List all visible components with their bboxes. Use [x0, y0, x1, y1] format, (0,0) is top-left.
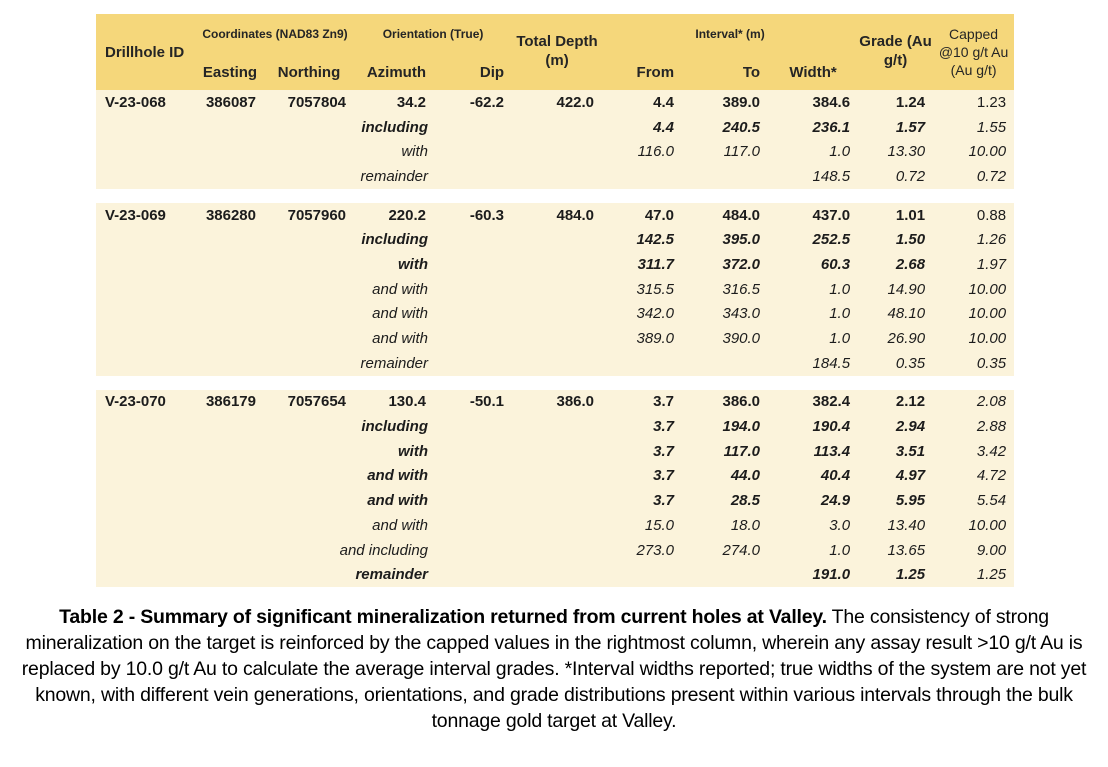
value-cell: 4.4: [602, 115, 682, 140]
value-cell: 3.7: [602, 414, 682, 439]
value-cell: [682, 351, 768, 376]
value-cell: -60.3: [434, 203, 512, 228]
value-cell: 1.0: [768, 277, 858, 302]
value-cell: [512, 164, 602, 189]
header-drillhole-id: Drillhole ID: [96, 14, 196, 90]
value-cell: [512, 227, 602, 252]
header-capped: Capped @10 g/t Au (Au g/t): [933, 14, 1014, 90]
value-cell: 1.24: [858, 90, 933, 115]
value-cell: [434, 326, 512, 351]
value-cell: 386179: [196, 390, 264, 415]
value-cell: 2.08: [933, 390, 1014, 415]
value-cell: [512, 538, 602, 563]
value-cell: 18.0: [682, 513, 768, 538]
table-row: [96, 538, 1014, 563]
header-grade: Grade (Au g/t): [858, 14, 933, 90]
value-cell: 7057960: [264, 203, 354, 228]
value-cell: [434, 164, 512, 189]
value-cell: [434, 139, 512, 164]
qualifier-cell: remainder: [96, 562, 434, 587]
value-cell: [512, 115, 602, 140]
drillhole-id-cell: V-23-068: [96, 90, 196, 115]
value-cell: [434, 488, 512, 513]
qualifier-cell: with: [96, 139, 434, 164]
value-cell: 13.40: [858, 513, 933, 538]
qualifier-cell: and with: [96, 513, 434, 538]
value-cell: 3.7: [602, 488, 682, 513]
value-cell: 142.5: [602, 227, 682, 252]
value-cell: [434, 538, 512, 563]
value-cell: 1.57: [858, 115, 933, 140]
value-cell: 236.1: [768, 115, 858, 140]
value-cell: 384.6: [768, 90, 858, 115]
qualifier-cell: and with: [96, 488, 434, 513]
value-cell: -50.1: [434, 390, 512, 415]
value-cell: 343.0: [682, 302, 768, 327]
value-cell: 382.4: [768, 390, 858, 415]
table-row: [96, 252, 1014, 277]
value-cell: [434, 464, 512, 489]
value-cell: 7057804: [264, 90, 354, 115]
spacer-row: [96, 376, 1014, 390]
value-cell: 0.72: [858, 164, 933, 189]
value-cell: 484.0: [512, 203, 602, 228]
header-from: From: [602, 54, 682, 90]
table-row: [96, 488, 1014, 513]
value-cell: 3.7: [602, 439, 682, 464]
value-cell: 5.95: [858, 488, 933, 513]
value-cell: -62.2: [434, 90, 512, 115]
qualifier-cell: including: [96, 414, 434, 439]
value-cell: [434, 277, 512, 302]
header-orientation-group: Orientation (True): [354, 14, 512, 54]
header-width: Width*: [768, 54, 858, 90]
value-cell: 316.5: [682, 277, 768, 302]
value-cell: [434, 414, 512, 439]
value-cell: 5.54: [933, 488, 1014, 513]
value-cell: 10.00: [933, 513, 1014, 538]
table-header: [96, 14, 1014, 90]
value-cell: 1.50: [858, 227, 933, 252]
value-cell: [512, 302, 602, 327]
value-cell: 386087: [196, 90, 264, 115]
qualifier-cell: including: [96, 115, 434, 140]
value-cell: 1.26: [933, 227, 1014, 252]
value-cell: 3.42: [933, 439, 1014, 464]
value-cell: 148.5: [768, 164, 858, 189]
value-cell: 13.30: [858, 139, 933, 164]
header-interval-group: Interval* (m): [602, 14, 858, 54]
value-cell: 0.72: [933, 164, 1014, 189]
value-cell: 1.25: [858, 562, 933, 587]
table-row: [96, 302, 1014, 327]
value-cell: 1.01: [858, 203, 933, 228]
table-row: [96, 203, 1014, 228]
table-row: [96, 139, 1014, 164]
value-cell: 2.94: [858, 414, 933, 439]
value-cell: [512, 488, 602, 513]
value-cell: 342.0: [602, 302, 682, 327]
qualifier-cell: remainder: [96, 164, 434, 189]
table-row: [96, 90, 1014, 115]
value-cell: 13.65: [858, 538, 933, 563]
value-cell: 10.00: [933, 277, 1014, 302]
header-to: To: [682, 54, 768, 90]
drillhole-id-cell: V-23-069: [96, 203, 196, 228]
value-cell: 60.3: [768, 252, 858, 277]
spacer-cell: [96, 376, 1014, 390]
value-cell: 184.5: [768, 351, 858, 376]
value-cell: 9.00: [933, 538, 1014, 563]
value-cell: 44.0: [682, 464, 768, 489]
value-cell: 47.0: [602, 203, 682, 228]
value-cell: 191.0: [768, 562, 858, 587]
value-cell: [682, 562, 768, 587]
value-cell: [512, 439, 602, 464]
value-cell: [512, 414, 602, 439]
value-cell: 26.90: [858, 326, 933, 351]
value-cell: 1.25: [933, 562, 1014, 587]
data-table: [96, 14, 1014, 587]
table-row: [96, 115, 1014, 140]
caption-body-text: The consistency of strong mineralization on the target is reinforced by the capped values in the rightmost column, wherein any assay result >10 g/t Au is replaced by 10.0 g/t Au to calculate the average interval grades. *Interval widths reported; true widths of the system are not yet known, with different vein generations, orientations, and grade distributions present within various intervals through the bulk tonnage gold target at Valley.: [21, 606, 1087, 732]
value-cell: [434, 513, 512, 538]
value-cell: 3.51: [858, 439, 933, 464]
value-cell: [512, 139, 602, 164]
value-cell: 1.0: [768, 326, 858, 351]
value-cell: 395.0: [682, 227, 768, 252]
value-cell: 437.0: [768, 203, 858, 228]
value-cell: 240.5: [682, 115, 768, 140]
value-cell: 1.0: [768, 538, 858, 563]
value-cell: 190.4: [768, 414, 858, 439]
value-cell: 10.00: [933, 302, 1014, 327]
qualifier-cell: with: [96, 439, 434, 464]
value-cell: 3.0: [768, 513, 858, 538]
value-cell: 10.00: [933, 139, 1014, 164]
value-cell: 311.7: [602, 252, 682, 277]
qualifier-cell: and with: [96, 302, 434, 327]
value-cell: 130.4: [354, 390, 434, 415]
qualifier-cell: and with: [96, 464, 434, 489]
value-cell: [434, 227, 512, 252]
table-row: [96, 390, 1014, 415]
value-cell: 372.0: [682, 252, 768, 277]
value-cell: 484.0: [682, 203, 768, 228]
value-cell: [602, 351, 682, 376]
value-cell: [512, 513, 602, 538]
qualifier-cell: and including: [96, 538, 434, 563]
value-cell: 0.88: [933, 203, 1014, 228]
value-cell: [434, 439, 512, 464]
value-cell: 117.0: [682, 139, 768, 164]
qualifier-cell: and with: [96, 326, 434, 351]
caption-title: Table 2 - Summary of significant mineralization returned from current holes at Valley.: [59, 606, 827, 628]
value-cell: 4.4: [602, 90, 682, 115]
value-cell: 274.0: [682, 538, 768, 563]
header-northing: Northing: [264, 54, 354, 90]
value-cell: [512, 326, 602, 351]
qualifier-cell: and with: [96, 277, 434, 302]
spacer-row: [96, 189, 1014, 203]
value-cell: 40.4: [768, 464, 858, 489]
value-cell: 0.35: [858, 351, 933, 376]
table-row: [96, 351, 1014, 376]
header-azimuth: Azimuth: [354, 54, 434, 90]
table-row: [96, 464, 1014, 489]
value-cell: 2.88: [933, 414, 1014, 439]
table-row: [96, 414, 1014, 439]
table-row: [96, 562, 1014, 587]
value-cell: 4.72: [933, 464, 1014, 489]
value-cell: 3.7: [602, 390, 682, 415]
value-cell: 1.97: [933, 252, 1014, 277]
table-row: [96, 513, 1014, 538]
value-cell: 220.2: [354, 203, 434, 228]
value-cell: 1.23: [933, 90, 1014, 115]
value-cell: [512, 562, 602, 587]
value-cell: [512, 252, 602, 277]
value-cell: 1.55: [933, 115, 1014, 140]
value-cell: [434, 562, 512, 587]
table-caption: [0, 604, 1108, 734]
value-cell: 113.4: [768, 439, 858, 464]
value-cell: 386.0: [682, 390, 768, 415]
header-easting: Easting: [196, 54, 264, 90]
value-cell: 252.5: [768, 227, 858, 252]
value-cell: 117.0: [682, 439, 768, 464]
value-cell: 390.0: [682, 326, 768, 351]
value-cell: 2.68: [858, 252, 933, 277]
table-row: [96, 164, 1014, 189]
qualifier-cell: with: [96, 252, 434, 277]
header-coordinates-group: Coordinates (NAD83 Zn9): [196, 14, 354, 54]
value-cell: [602, 562, 682, 587]
value-cell: 386280: [196, 203, 264, 228]
value-cell: [682, 164, 768, 189]
spacer-cell: [96, 189, 1014, 203]
value-cell: 315.5: [602, 277, 682, 302]
value-cell: 10.00: [933, 326, 1014, 351]
value-cell: 7057654: [264, 390, 354, 415]
value-cell: 386.0: [512, 390, 602, 415]
value-cell: [434, 351, 512, 376]
value-cell: [602, 164, 682, 189]
qualifier-cell: including: [96, 227, 434, 252]
value-cell: 422.0: [512, 90, 602, 115]
table-row: [96, 277, 1014, 302]
value-cell: 0.35: [933, 351, 1014, 376]
value-cell: [512, 277, 602, 302]
value-cell: 15.0: [602, 513, 682, 538]
value-cell: 389.0: [682, 90, 768, 115]
value-cell: 2.12: [858, 390, 933, 415]
table-body: [96, 90, 1014, 587]
value-cell: 194.0: [682, 414, 768, 439]
value-cell: 48.10: [858, 302, 933, 327]
value-cell: 4.97: [858, 464, 933, 489]
value-cell: 1.0: [768, 302, 858, 327]
value-cell: 24.9: [768, 488, 858, 513]
value-cell: 28.5: [682, 488, 768, 513]
value-cell: [434, 115, 512, 140]
value-cell: [434, 302, 512, 327]
value-cell: [512, 351, 602, 376]
drillhole-results-table: [96, 14, 1014, 587]
value-cell: 1.0: [768, 139, 858, 164]
table-row: [96, 439, 1014, 464]
value-cell: 14.90: [858, 277, 933, 302]
value-cell: 34.2: [354, 90, 434, 115]
header-dip: Dip: [434, 54, 512, 90]
value-cell: 3.7: [602, 464, 682, 489]
value-cell: 116.0: [602, 139, 682, 164]
value-cell: 389.0: [602, 326, 682, 351]
table-row: [96, 326, 1014, 351]
value-cell: 273.0: [602, 538, 682, 563]
drillhole-id-cell: V-23-070: [96, 390, 196, 415]
qualifier-cell: remainder: [96, 351, 434, 376]
value-cell: [512, 464, 602, 489]
table-row: [96, 227, 1014, 252]
header-total-depth: Total Depth (m): [512, 14, 602, 90]
value-cell: [434, 252, 512, 277]
